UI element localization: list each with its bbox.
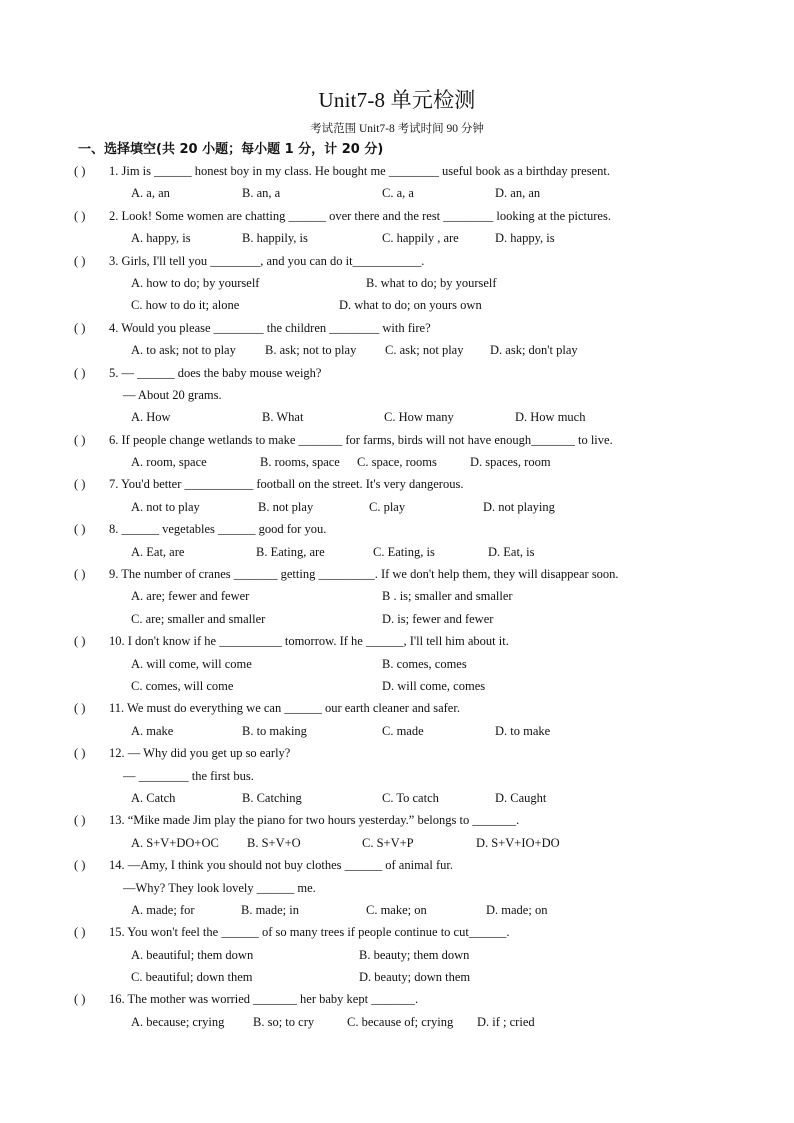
question-stem: 13. “Mike made Jim play the piano for two hours yesterday.” belongs to _______. xyxy=(109,813,520,828)
question-6 xyxy=(0,429,794,451)
answer-option[interactable]: A. How xyxy=(131,410,171,425)
answer-option[interactable]: C. beautiful; down them xyxy=(131,970,253,985)
options-row xyxy=(0,653,794,675)
answer-option[interactable]: B. rooms, space xyxy=(260,455,340,470)
answer-option[interactable]: A. because; crying xyxy=(131,1014,225,1029)
answer-option[interactable]: B. so; to cry xyxy=(253,1014,315,1029)
answer-option[interactable]: C. how to do it; alone xyxy=(131,298,240,313)
answer-option[interactable]: A. S+V+DO+OC xyxy=(131,835,219,850)
answer-option[interactable]: B . is; smaller and smaller xyxy=(382,589,513,604)
question-stem: 5. — ______ does the baby mouse weigh? xyxy=(109,365,322,380)
answer-option[interactable]: A. to ask; not to play xyxy=(131,343,236,358)
answer-option[interactable]: D. beauty; down them xyxy=(359,970,471,985)
question-stem: 6. If people change wetlands to make _______ for farms, birds will not have enough_______ to live. xyxy=(109,432,613,447)
options-row xyxy=(0,294,794,316)
answer-blank[interactable]: ( ) xyxy=(74,701,86,716)
answer-option[interactable]: A. Eat, are xyxy=(131,544,185,559)
answer-blank[interactable]: ( ) xyxy=(74,365,86,380)
exam-info: 考试范围 Unit7-8 考试时间 90 分钟 xyxy=(310,123,484,135)
dialogue-line: — About 20 grams. xyxy=(123,387,222,402)
answer-blank[interactable]: ( ) xyxy=(74,522,86,537)
page-title: Unit7-8 单元检测 xyxy=(318,88,476,112)
question-2 xyxy=(0,205,794,227)
answer-option[interactable]: D. Eat, is xyxy=(488,544,535,559)
answer-blank[interactable]: ( ) xyxy=(74,320,86,335)
answer-blank[interactable]: ( ) xyxy=(74,164,86,178)
answer-option[interactable]: C. S+V+P xyxy=(362,835,414,850)
options-row xyxy=(0,496,794,518)
options-row xyxy=(0,451,794,473)
options-row xyxy=(0,182,794,204)
answer-option[interactable]: B. ask; not to play xyxy=(265,343,357,358)
answer-blank[interactable]: ( ) xyxy=(74,253,86,268)
question-stem: 15. You won't feel the ______ of so many trees if people continue to cut______. xyxy=(109,925,510,940)
answer-option[interactable]: C. are; smaller and smaller xyxy=(131,611,266,626)
answer-option[interactable]: A. not to play xyxy=(131,499,200,514)
question-15 xyxy=(0,921,794,943)
answer-option[interactable]: D. is; fewer and fewer xyxy=(382,611,494,626)
options-row xyxy=(0,832,794,854)
answer-option[interactable]: D. spaces, room xyxy=(470,455,551,470)
answer-option[interactable]: A. a, an xyxy=(131,186,170,201)
question-9 xyxy=(0,563,794,585)
answer-option[interactable]: C. make; on xyxy=(366,902,427,917)
answer-option[interactable]: D. Caught xyxy=(495,790,547,805)
answer-option[interactable]: D. happy, is xyxy=(495,231,555,246)
question-stem: 14. —Amy, I think you should not buy clothes ______ of animal fur. xyxy=(109,858,453,873)
options-row xyxy=(0,966,794,988)
answer-option[interactable]: A. will come, will come xyxy=(131,656,252,671)
options-row xyxy=(0,899,794,921)
answer-option[interactable]: D. ask; don't play xyxy=(490,343,578,358)
answer-option[interactable]: C. made xyxy=(382,723,424,738)
options-row xyxy=(0,1011,794,1033)
answer-option[interactable]: C. comes, will come xyxy=(131,678,234,693)
section-heading: 一、选择填空(共 20 小题；每小题 1 分，计 20 分) xyxy=(78,142,384,157)
answer-option[interactable]: B. happily, is xyxy=(242,231,308,246)
answer-option[interactable]: D. to make xyxy=(495,723,551,738)
question-list xyxy=(0,160,794,1033)
question-stem: 11. We must do everything we can ______ our earth cleaner and safer. xyxy=(109,701,460,716)
answer-blank[interactable]: ( ) xyxy=(74,925,86,940)
dialogue-line: —Why? They look lovely ______ me. xyxy=(123,880,316,895)
answer-blank[interactable]: ( ) xyxy=(74,634,86,649)
answer-blank[interactable]: ( ) xyxy=(74,746,86,761)
answer-option[interactable]: C. ask; not play xyxy=(385,343,464,358)
answer-option[interactable]: A. make xyxy=(131,723,174,738)
question-14 xyxy=(0,854,794,876)
question-1 xyxy=(0,160,794,182)
answer-option[interactable]: D. not playing xyxy=(483,499,555,514)
answer-option[interactable]: B. Eating, are xyxy=(256,544,325,559)
question-12 xyxy=(0,742,794,764)
options-row xyxy=(0,608,794,630)
question-8 xyxy=(0,518,794,540)
answer-option[interactable]: C. Eating, is xyxy=(373,544,435,559)
answer-option[interactable]: B. comes, comes xyxy=(382,656,467,671)
answer-option[interactable]: B. what to do; by yourself xyxy=(366,275,497,290)
question-stem: 3. Girls, I'll tell you ________, and you can do it___________. xyxy=(109,253,425,268)
answer-option[interactable]: A. how to do; by yourself xyxy=(131,275,260,290)
answer-option[interactable]: D. S+V+IO+DO xyxy=(476,835,560,850)
answer-option[interactable]: C. because of; crying xyxy=(347,1014,454,1029)
answer-option[interactable]: D. an, an xyxy=(495,186,541,201)
answer-option[interactable]: A. room, space xyxy=(131,455,207,470)
answer-option[interactable]: D. what to do; on yours own xyxy=(339,298,482,313)
answer-option[interactable]: D. How much xyxy=(515,410,586,425)
dialogue-line: — ________ the first bus. xyxy=(123,768,254,783)
options-row xyxy=(0,585,794,607)
question-stem: 12. — Why did you get up so early? xyxy=(109,746,291,761)
answer-option[interactable]: C. play xyxy=(369,499,406,514)
answer-option[interactable]: A. beautiful; them down xyxy=(131,947,254,962)
answer-option[interactable]: A. Catch xyxy=(131,790,176,805)
answer-option[interactable]: C. How many xyxy=(384,410,454,425)
question-stem: 9. The number of cranes _______ getting _________. If we don't help them, they will disappear soon. xyxy=(109,567,619,582)
answer-option[interactable]: B. made; in xyxy=(241,902,299,917)
question-stem: 16. The mother was worried _______ her baby kept _______. xyxy=(109,992,419,1007)
question-16 xyxy=(0,988,794,1010)
options-row xyxy=(0,339,794,361)
answer-option[interactable]: B. an, a xyxy=(242,186,281,201)
options-row xyxy=(0,227,794,249)
options-row xyxy=(0,944,794,966)
question-3 xyxy=(0,250,794,272)
question-stem: 2. Look! Some women are chatting ______ over there and the rest ________ looking at the pictures. xyxy=(109,208,611,223)
answer-blank[interactable]: ( ) xyxy=(74,858,86,873)
answer-option[interactable]: B. to making xyxy=(242,723,307,738)
answer-option[interactable]: D. if ; cried xyxy=(477,1014,535,1029)
question-4 xyxy=(0,317,794,339)
answer-option[interactable]: C. a, a xyxy=(382,186,414,201)
answer-blank[interactable]: ( ) xyxy=(74,208,86,223)
options-row xyxy=(0,787,794,809)
options-row xyxy=(0,272,794,294)
answer-blank[interactable]: ( ) xyxy=(74,477,86,492)
question-13 xyxy=(0,809,794,831)
answer-option[interactable]: B. beauty; them down xyxy=(359,947,470,962)
answer-blank[interactable]: ( ) xyxy=(74,567,86,582)
answer-blank[interactable]: ( ) xyxy=(74,432,86,447)
answer-option[interactable]: B. S+V+O xyxy=(247,835,301,850)
question-stem: 7. You'd better ___________ football on the street. It's very dangerous. xyxy=(109,477,464,492)
answer-option[interactable]: C. happily , are xyxy=(382,231,459,246)
answer-option[interactable]: C. space, rooms xyxy=(357,455,437,470)
question-stem: 8. ______ vegetables ______ good for you. xyxy=(109,522,327,537)
options-row xyxy=(0,406,794,428)
answer-option[interactable]: C. To catch xyxy=(382,790,439,805)
answer-option[interactable]: A. are; fewer and fewer xyxy=(131,589,250,604)
answer-option[interactable]: B. not play xyxy=(258,499,314,514)
options-row xyxy=(0,675,794,697)
answer-option[interactable]: D. will come, comes xyxy=(382,678,486,693)
question-stem: 4. Would you please ________ the children ________ with fire? xyxy=(109,320,431,335)
answer-option[interactable]: A. made; for xyxy=(131,902,195,917)
answer-option[interactable]: B. What xyxy=(262,410,304,425)
question-5 xyxy=(0,362,794,384)
answer-blank[interactable]: ( ) xyxy=(74,813,86,828)
question-7 xyxy=(0,473,794,495)
options-row xyxy=(0,720,794,742)
question-stem: 10. I don't know if he __________ tomorrow. If he ______, I'll tell him about it. xyxy=(109,634,509,649)
question-stem: 1. Jim is ______ honest boy in my class. He bought me ________ useful book as a birthday present. xyxy=(109,164,610,178)
answer-option[interactable]: A. happy, is xyxy=(131,231,191,246)
options-row xyxy=(0,541,794,563)
question-11 xyxy=(0,697,794,719)
answer-blank[interactable]: ( ) xyxy=(74,992,86,1007)
answer-option[interactable]: B. Catching xyxy=(242,790,302,805)
question-10 xyxy=(0,630,794,652)
answer-option[interactable]: D. made; on xyxy=(486,902,548,917)
